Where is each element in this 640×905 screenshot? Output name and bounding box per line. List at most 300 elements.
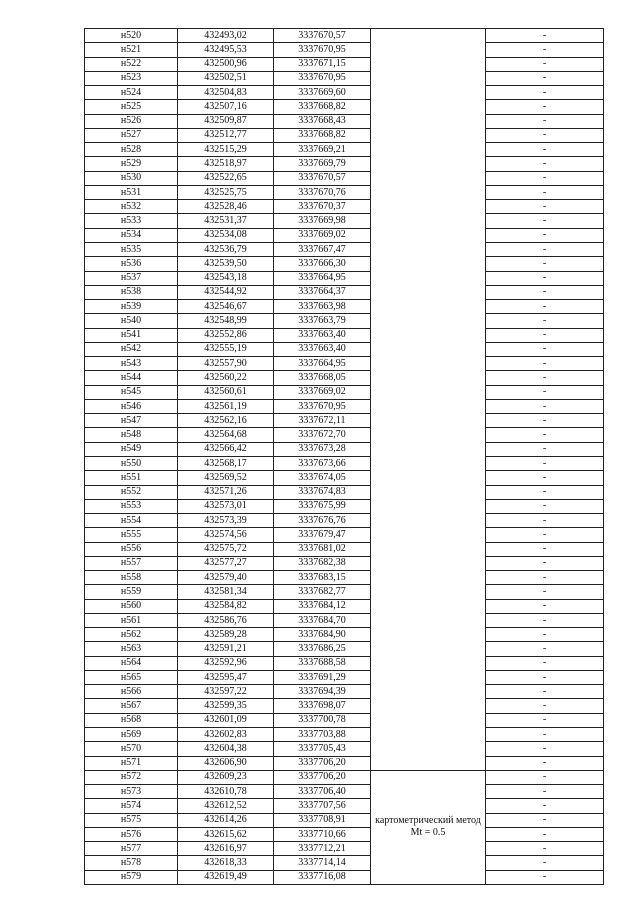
point-cell: н559 <box>85 585 178 599</box>
note-cell: - <box>486 542 604 556</box>
note-cell: - <box>486 357 604 371</box>
y-coordinate-cell: 3337669,79 <box>274 157 371 171</box>
point-cell: н573 <box>85 785 178 799</box>
y-coordinate-cell: 3337663,98 <box>274 300 371 314</box>
table-row <box>85 414 604 428</box>
point-cell: н567 <box>85 699 178 713</box>
x-coordinate-cell: 432584,82 <box>178 599 274 613</box>
note-cell: - <box>486 685 604 699</box>
point-cell: н562 <box>85 628 178 642</box>
x-coordinate-cell: 432536,79 <box>178 242 274 256</box>
point-cell: н539 <box>85 300 178 314</box>
table-row <box>85 485 604 499</box>
x-coordinate-cell: 432493,02 <box>178 29 274 43</box>
y-coordinate-cell: 3337663,40 <box>274 342 371 356</box>
table-row <box>85 514 604 528</box>
point-cell: н564 <box>85 656 178 670</box>
y-coordinate-cell: 3337673,28 <box>274 442 371 456</box>
x-coordinate-cell: 432616,97 <box>178 842 274 856</box>
x-coordinate-cell: 432564,68 <box>178 428 274 442</box>
y-coordinate-cell: 3337707,56 <box>274 799 371 813</box>
table-row <box>85 385 604 399</box>
note-cell: - <box>486 314 604 328</box>
note-cell: - <box>486 856 604 870</box>
point-cell: н560 <box>85 599 178 613</box>
y-coordinate-cell: 3337682,38 <box>274 556 371 570</box>
x-coordinate-cell: 432534,08 <box>178 228 274 242</box>
x-coordinate-cell: 432531,37 <box>178 214 274 228</box>
y-coordinate-cell: 3337672,70 <box>274 428 371 442</box>
note-cell: - <box>486 242 604 256</box>
y-coordinate-cell: 3337716,08 <box>274 870 371 884</box>
coordinates-table-body <box>85 29 604 885</box>
y-coordinate-cell: 3337698,07 <box>274 699 371 713</box>
table-row <box>85 100 604 114</box>
y-coordinate-cell: 3337670,76 <box>274 185 371 199</box>
method-cell: картометрический метод Mt = 0.5 <box>371 770 486 884</box>
note-cell: - <box>486 86 604 100</box>
x-coordinate-cell: 432548,99 <box>178 314 274 328</box>
point-cell: н553 <box>85 499 178 513</box>
table-row <box>85 399 604 413</box>
note-cell: - <box>486 414 604 428</box>
x-coordinate-cell: 432586,76 <box>178 613 274 627</box>
y-coordinate-cell: 3337700,78 <box>274 713 371 727</box>
x-coordinate-cell: 432602,83 <box>178 728 274 742</box>
x-coordinate-cell: 432619,49 <box>178 870 274 884</box>
point-cell: н563 <box>85 642 178 656</box>
table-row <box>85 200 604 214</box>
note-cell: - <box>486 143 604 157</box>
note-cell: - <box>486 100 604 114</box>
y-coordinate-cell: 3337668,82 <box>274 100 371 114</box>
table-row <box>85 699 604 713</box>
table-row <box>85 656 604 670</box>
table-row <box>85 428 604 442</box>
x-coordinate-cell: 432575,72 <box>178 542 274 556</box>
x-coordinate-cell: 432543,18 <box>178 271 274 285</box>
x-coordinate-cell: 432522,65 <box>178 171 274 185</box>
point-cell: н530 <box>85 171 178 185</box>
x-coordinate-cell: 432592,96 <box>178 656 274 670</box>
point-cell: н576 <box>85 827 178 841</box>
y-coordinate-cell: 3337668,05 <box>274 371 371 385</box>
point-cell: н557 <box>85 556 178 570</box>
x-coordinate-cell: 432581,34 <box>178 585 274 599</box>
note-cell: - <box>486 499 604 513</box>
y-coordinate-cell: 3337670,95 <box>274 71 371 85</box>
y-coordinate-cell: 3337668,43 <box>274 114 371 128</box>
y-coordinate-cell: 3337686,25 <box>274 642 371 656</box>
point-cell: н569 <box>85 728 178 742</box>
point-cell: н551 <box>85 471 178 485</box>
table-row <box>85 257 604 271</box>
y-coordinate-cell: 3337669,02 <box>274 385 371 399</box>
note-cell: - <box>486 756 604 770</box>
table-row <box>85 870 604 884</box>
y-coordinate-cell: 3337663,79 <box>274 314 371 328</box>
note-cell: - <box>486 214 604 228</box>
point-cell: н544 <box>85 371 178 385</box>
note-cell: - <box>486 57 604 71</box>
y-coordinate-cell: 3337670,57 <box>274 171 371 185</box>
table-row <box>85 86 604 100</box>
point-cell: н522 <box>85 57 178 71</box>
y-coordinate-cell: 3337670,95 <box>274 399 371 413</box>
x-coordinate-cell: 432609,23 <box>178 770 274 784</box>
x-coordinate-cell: 432615,62 <box>178 827 274 841</box>
y-coordinate-cell: 3337683,15 <box>274 571 371 585</box>
table-row <box>85 157 604 171</box>
table-row <box>85 371 604 385</box>
x-coordinate-cell: 432612,52 <box>178 799 274 813</box>
table-row <box>85 628 604 642</box>
x-coordinate-cell: 432525,75 <box>178 185 274 199</box>
x-coordinate-cell: 432599,35 <box>178 699 274 713</box>
note-cell: - <box>486 528 604 542</box>
table-row <box>85 285 604 299</box>
point-cell: н526 <box>85 114 178 128</box>
table-row <box>85 799 604 813</box>
point-cell: н566 <box>85 685 178 699</box>
note-cell: - <box>486 728 604 742</box>
note-cell: - <box>486 642 604 656</box>
point-cell: н546 <box>85 399 178 413</box>
point-cell: н538 <box>85 285 178 299</box>
x-coordinate-cell: 432507,16 <box>178 100 274 114</box>
note-cell: - <box>486 456 604 470</box>
note-cell: - <box>486 328 604 342</box>
table-row <box>85 642 604 656</box>
point-cell: н555 <box>85 528 178 542</box>
x-coordinate-cell: 432604,38 <box>178 742 274 756</box>
table-row <box>85 728 604 742</box>
y-coordinate-cell: 3337706,20 <box>274 756 371 770</box>
note-cell: - <box>486 742 604 756</box>
point-cell: н545 <box>85 385 178 399</box>
y-coordinate-cell: 3337664,37 <box>274 285 371 299</box>
table-row <box>85 342 604 356</box>
table-row <box>85 713 604 727</box>
note-cell: - <box>486 428 604 442</box>
note-cell: - <box>486 485 604 499</box>
table-row <box>85 242 604 256</box>
note-cell: - <box>486 656 604 670</box>
point-cell: н521 <box>85 43 178 57</box>
y-coordinate-cell: 3337679,47 <box>274 528 371 542</box>
table-row <box>85 228 604 242</box>
x-coordinate-cell: 432500,96 <box>178 57 274 71</box>
table-row <box>85 528 604 542</box>
point-cell: н541 <box>85 328 178 342</box>
table-row <box>85 143 604 157</box>
table-row <box>85 442 604 456</box>
y-coordinate-cell: 3337673,66 <box>274 456 371 470</box>
y-coordinate-cell: 3337670,57 <box>274 29 371 43</box>
table-row <box>85 57 604 71</box>
point-cell: н565 <box>85 670 178 684</box>
x-coordinate-cell: 432614,26 <box>178 813 274 827</box>
point-cell: н556 <box>85 542 178 556</box>
note-cell: - <box>486 114 604 128</box>
table-row <box>85 71 604 85</box>
y-coordinate-cell: 3337708,91 <box>274 813 371 827</box>
point-cell: н542 <box>85 342 178 356</box>
table-row <box>85 214 604 228</box>
table-row <box>85 271 604 285</box>
x-coordinate-cell: 432560,22 <box>178 371 274 385</box>
y-coordinate-cell: 3337710,66 <box>274 827 371 841</box>
note-cell: - <box>486 342 604 356</box>
x-coordinate-cell: 432577,27 <box>178 556 274 570</box>
y-coordinate-cell: 3337670,37 <box>274 200 371 214</box>
coordinates-table <box>84 28 604 885</box>
table-row <box>85 185 604 199</box>
note-cell: - <box>486 713 604 727</box>
note-cell: - <box>486 257 604 271</box>
x-coordinate-cell: 432518,97 <box>178 157 274 171</box>
x-coordinate-cell: 432544,92 <box>178 285 274 299</box>
y-coordinate-cell: 3337666,30 <box>274 257 371 271</box>
table-row <box>85 613 604 627</box>
table-row <box>85 300 604 314</box>
y-coordinate-cell: 3337671,15 <box>274 57 371 71</box>
point-cell: н536 <box>85 257 178 271</box>
point-cell: н561 <box>85 613 178 627</box>
y-coordinate-cell: 3337674,05 <box>274 471 371 485</box>
y-coordinate-cell: 3337664,95 <box>274 271 371 285</box>
note-cell: - <box>486 471 604 485</box>
note-cell: - <box>486 842 604 856</box>
table-row <box>85 471 604 485</box>
y-coordinate-cell: 3337714,14 <box>274 856 371 870</box>
note-cell: - <box>486 29 604 43</box>
y-coordinate-cell: 3337694,39 <box>274 685 371 699</box>
point-cell: н575 <box>85 813 178 827</box>
x-coordinate-cell: 432569,52 <box>178 471 274 485</box>
point-cell: н520 <box>85 29 178 43</box>
y-coordinate-cell: 3337675,99 <box>274 499 371 513</box>
point-cell: н570 <box>85 742 178 756</box>
y-coordinate-cell: 3337670,95 <box>274 43 371 57</box>
table-row <box>85 856 604 870</box>
note-cell: - <box>486 770 604 784</box>
point-cell: н534 <box>85 228 178 242</box>
y-coordinate-cell: 3337669,21 <box>274 143 371 157</box>
note-cell: - <box>486 442 604 456</box>
table-row <box>85 314 604 328</box>
x-coordinate-cell: 432539,50 <box>178 257 274 271</box>
x-coordinate-cell: 432512,77 <box>178 128 274 142</box>
y-coordinate-cell: 3337681,02 <box>274 542 371 556</box>
point-cell: н527 <box>85 128 178 142</box>
x-coordinate-cell: 432560,61 <box>178 385 274 399</box>
point-cell: н533 <box>85 214 178 228</box>
point-cell: н537 <box>85 271 178 285</box>
note-cell: - <box>486 171 604 185</box>
method-cell <box>371 29 486 771</box>
x-coordinate-cell: 432610,78 <box>178 785 274 799</box>
x-coordinate-cell: 432574,56 <box>178 528 274 542</box>
note-cell: - <box>486 300 604 314</box>
point-cell: н531 <box>85 185 178 199</box>
table-row <box>85 827 604 841</box>
note-cell: - <box>486 813 604 827</box>
y-coordinate-cell: 3337663,40 <box>274 328 371 342</box>
point-cell: н568 <box>85 713 178 727</box>
table-row <box>85 756 604 770</box>
note-cell: - <box>486 699 604 713</box>
point-cell: н552 <box>85 485 178 499</box>
y-coordinate-cell: 3337684,12 <box>274 599 371 613</box>
table-row <box>85 599 604 613</box>
table-row <box>85 328 604 342</box>
point-cell: н574 <box>85 799 178 813</box>
table-row <box>85 357 604 371</box>
x-coordinate-cell: 432502,51 <box>178 71 274 85</box>
x-coordinate-cell: 432552,86 <box>178 328 274 342</box>
x-coordinate-cell: 432555,19 <box>178 342 274 356</box>
y-coordinate-cell: 3337691,29 <box>274 670 371 684</box>
y-coordinate-cell: 3337676,76 <box>274 514 371 528</box>
y-coordinate-cell: 3337703,88 <box>274 728 371 742</box>
note-cell: - <box>486 185 604 199</box>
point-cell: н571 <box>85 756 178 770</box>
x-coordinate-cell: 432618,33 <box>178 856 274 870</box>
table-row <box>85 585 604 599</box>
y-coordinate-cell: 3337664,95 <box>274 357 371 371</box>
x-coordinate-cell: 432571,26 <box>178 485 274 499</box>
y-coordinate-cell: 3337706,20 <box>274 770 371 784</box>
y-coordinate-cell: 3337682,77 <box>274 585 371 599</box>
point-cell: н579 <box>85 870 178 884</box>
x-coordinate-cell: 432515,29 <box>178 143 274 157</box>
table-row <box>85 43 604 57</box>
y-coordinate-cell: 3337669,60 <box>274 86 371 100</box>
x-coordinate-cell: 432495,53 <box>178 43 274 57</box>
table-row <box>85 813 604 827</box>
y-coordinate-cell: 3337667,47 <box>274 242 371 256</box>
note-cell: - <box>486 228 604 242</box>
x-coordinate-cell: 432589,28 <box>178 628 274 642</box>
x-coordinate-cell: 432509,87 <box>178 114 274 128</box>
table-row <box>85 842 604 856</box>
y-coordinate-cell: 3337684,90 <box>274 628 371 642</box>
note-cell: - <box>486 785 604 799</box>
point-cell: н558 <box>85 571 178 585</box>
x-coordinate-cell: 432573,01 <box>178 499 274 513</box>
point-cell: н524 <box>85 86 178 100</box>
x-coordinate-cell: 432557,90 <box>178 357 274 371</box>
note-cell: - <box>486 799 604 813</box>
y-coordinate-cell: 3337712,21 <box>274 842 371 856</box>
note-cell: - <box>486 200 604 214</box>
table-row <box>85 456 604 470</box>
point-cell: н550 <box>85 456 178 470</box>
x-coordinate-cell: 432528,46 <box>178 200 274 214</box>
note-cell: - <box>486 371 604 385</box>
point-cell: н548 <box>85 428 178 442</box>
point-cell: н535 <box>85 242 178 256</box>
note-cell: - <box>486 71 604 85</box>
note-cell: - <box>486 157 604 171</box>
table-row <box>85 499 604 513</box>
y-coordinate-cell: 3337688,58 <box>274 656 371 670</box>
x-coordinate-cell: 432546,67 <box>178 300 274 314</box>
point-cell: н525 <box>85 100 178 114</box>
note-cell: - <box>486 571 604 585</box>
note-cell: - <box>486 128 604 142</box>
note-cell: - <box>486 585 604 599</box>
table-row <box>85 770 604 784</box>
table-row <box>85 571 604 585</box>
table-row <box>85 171 604 185</box>
table-row <box>85 556 604 570</box>
point-cell: н532 <box>85 200 178 214</box>
table-row <box>85 670 604 684</box>
note-cell: - <box>486 628 604 642</box>
point-cell: н578 <box>85 856 178 870</box>
table-row <box>85 542 604 556</box>
x-coordinate-cell: 432601,09 <box>178 713 274 727</box>
point-cell: н528 <box>85 143 178 157</box>
x-coordinate-cell: 432606,90 <box>178 756 274 770</box>
point-cell: н540 <box>85 314 178 328</box>
x-coordinate-cell: 432597,22 <box>178 685 274 699</box>
x-coordinate-cell: 432573,39 <box>178 514 274 528</box>
note-cell: - <box>486 870 604 884</box>
point-cell: н547 <box>85 414 178 428</box>
point-cell: н577 <box>85 842 178 856</box>
y-coordinate-cell: 3337669,02 <box>274 228 371 242</box>
table-row <box>85 128 604 142</box>
note-cell: - <box>486 285 604 299</box>
point-cell: н543 <box>85 357 178 371</box>
y-coordinate-cell: 3337674,83 <box>274 485 371 499</box>
note-cell: - <box>486 599 604 613</box>
note-cell: - <box>486 613 604 627</box>
note-cell: - <box>486 399 604 413</box>
table-row <box>85 685 604 699</box>
y-coordinate-cell: 3337705,43 <box>274 742 371 756</box>
point-cell: н572 <box>85 770 178 784</box>
y-coordinate-cell: 3337684,70 <box>274 613 371 627</box>
table-row <box>85 114 604 128</box>
point-cell: н549 <box>85 442 178 456</box>
x-coordinate-cell: 432504,83 <box>178 86 274 100</box>
note-cell: - <box>486 670 604 684</box>
x-coordinate-cell: 432561,19 <box>178 399 274 413</box>
x-coordinate-cell: 432562,16 <box>178 414 274 428</box>
note-cell: - <box>486 827 604 841</box>
note-cell: - <box>486 43 604 57</box>
table-row <box>85 742 604 756</box>
point-cell: н529 <box>85 157 178 171</box>
table-row <box>85 785 604 799</box>
x-coordinate-cell: 432595,47 <box>178 670 274 684</box>
x-coordinate-cell: 432566,42 <box>178 442 274 456</box>
y-coordinate-cell: 3337668,82 <box>274 128 371 142</box>
y-coordinate-cell: 3337669,98 <box>274 214 371 228</box>
table-row <box>85 29 604 43</box>
point-cell: н523 <box>85 71 178 85</box>
note-cell: - <box>486 514 604 528</box>
note-cell: - <box>486 271 604 285</box>
y-coordinate-cell: 3337706,40 <box>274 785 371 799</box>
point-cell: н554 <box>85 514 178 528</box>
note-cell: - <box>486 556 604 570</box>
note-cell: - <box>486 385 604 399</box>
